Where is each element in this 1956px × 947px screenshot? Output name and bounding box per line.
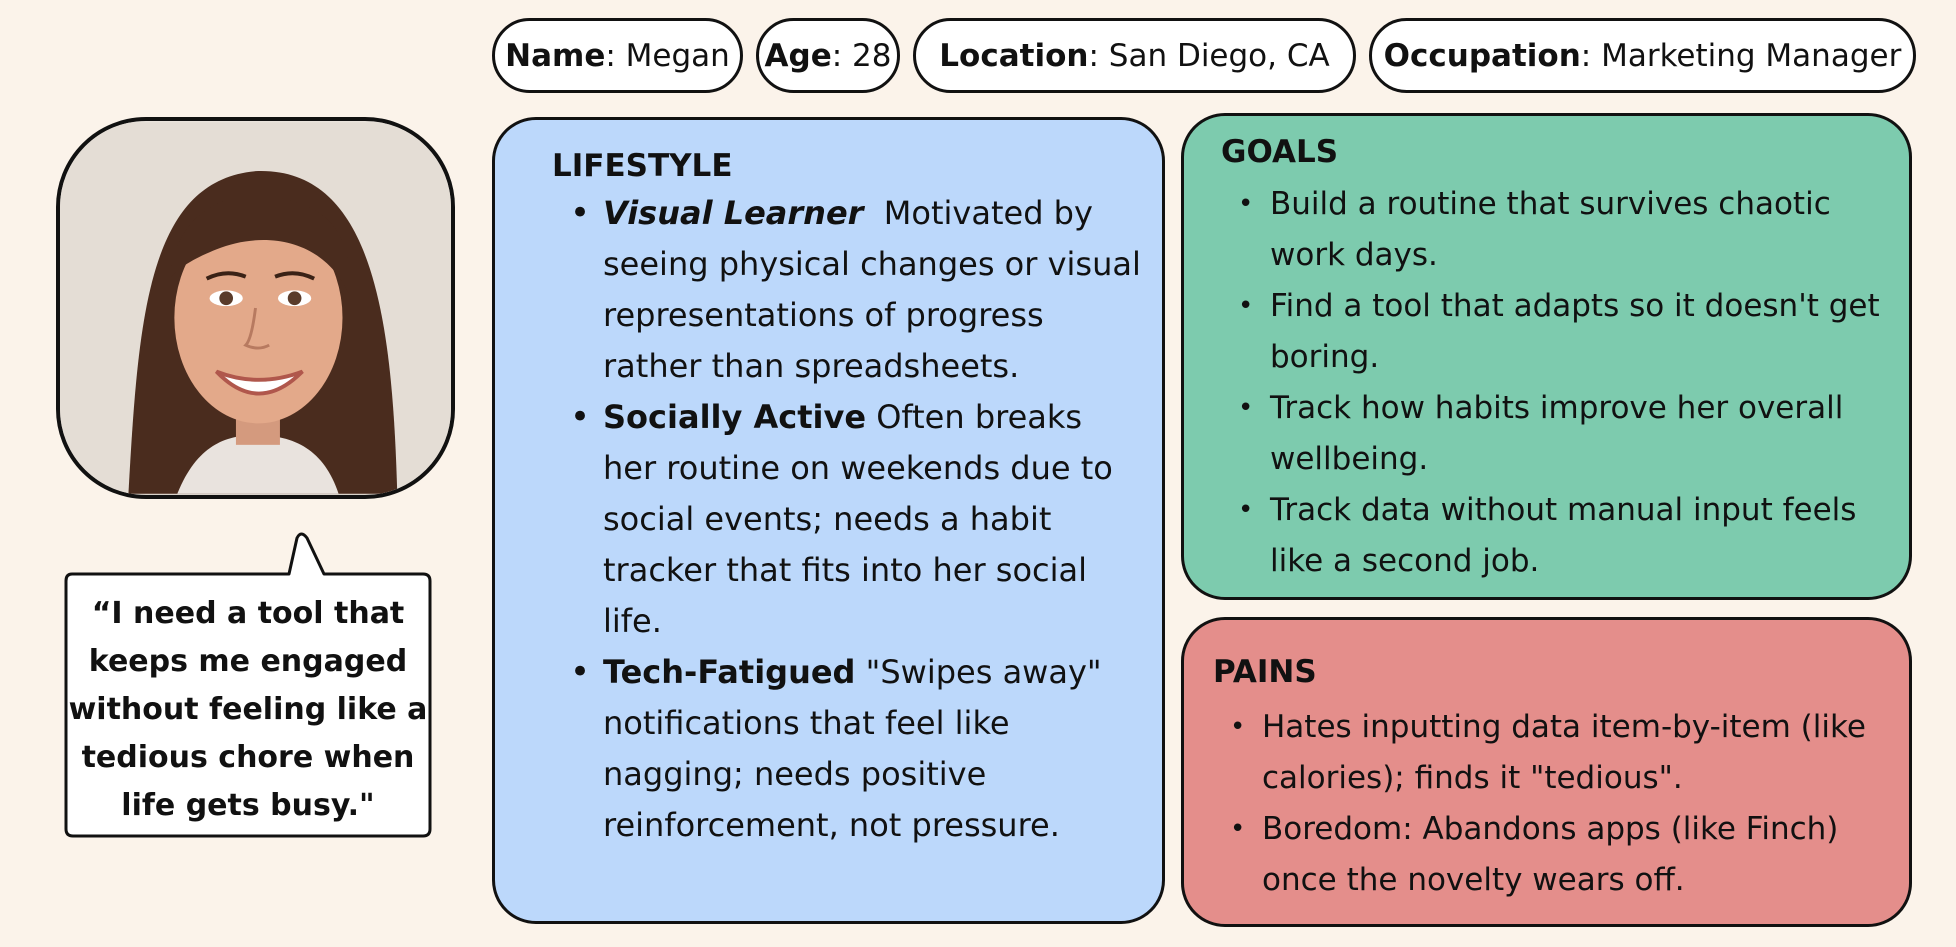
name-pill — [492, 18, 743, 93]
pains-card — [1181, 617, 1912, 927]
list-item: • Track data without manual input feels like a second job. — [1270, 485, 1890, 587]
age-pill — [756, 18, 900, 93]
portrait-illustration — [60, 121, 451, 495]
list-item: • Find a tool that adapts so it doesn't get boring. — [1270, 281, 1890, 383]
goals-title: GOALS — [1221, 134, 1339, 170]
lifestyle-item-lead: Visual Learner — [603, 194, 864, 232]
list-item: • Hates inputting data item-by-item (like calories); finds it "tedious". — [1262, 702, 1892, 804]
age-value: : 28 — [831, 37, 892, 74]
goals-card — [1181, 113, 1912, 600]
lifestyle-list — [603, 188, 1152, 851]
persona-quote: “I need a tool that keeps me engaged without feeling like a tedious chore when life gets busy." — [68, 596, 428, 823]
location-value: : San Diego, CA — [1088, 37, 1330, 74]
location-pill — [913, 18, 1356, 93]
pains-list — [1262, 702, 1892, 906]
lifestyle-item-text: Motivated by seeing physical changes or visual representations of progress rather than spreadsheets. — [603, 194, 1152, 385]
lifestyle-item-text: Often breaks her routine on weekends due to social events; needs a habit tracker that fits into her social life. — [603, 398, 1124, 640]
lifestyle-item-lead: Socially Active — [603, 398, 867, 436]
goals-list — [1270, 179, 1890, 587]
list-item — [603, 188, 1152, 392]
list-item: • Build a routine that survives chaotic work days. — [1270, 179, 1890, 281]
lifestyle-title: LIFESTYLE — [552, 148, 733, 184]
lifestyle-item-lead: Tech-Fatigued — [603, 653, 856, 691]
list-item — [603, 392, 1143, 647]
location-label: Location — [939, 37, 1089, 74]
occupation-label: Occupation — [1383, 37, 1581, 74]
occupation-value: : Marketing Manager — [1580, 37, 1902, 74]
name-value: : Megan — [605, 37, 730, 74]
lifestyle-item-text: "Swipes away" notifications that feel like nagging; needs positive reinforcement, not pressure. — [603, 653, 1112, 844]
persona-avatar — [56, 117, 455, 499]
age-label: Age — [764, 37, 832, 74]
list-item: • Track how habits improve her overall wellbeing. — [1270, 383, 1890, 485]
name-label: Name — [505, 37, 606, 74]
quote-bubble — [64, 530, 432, 838]
pains-title: PAINS — [1213, 654, 1317, 690]
list-item — [603, 647, 1143, 851]
lifestyle-card — [492, 117, 1165, 924]
list-item: • Boredom: Abandons apps (like Finch) once the novelty wears off. — [1262, 804, 1892, 906]
occupation-pill — [1369, 18, 1916, 93]
